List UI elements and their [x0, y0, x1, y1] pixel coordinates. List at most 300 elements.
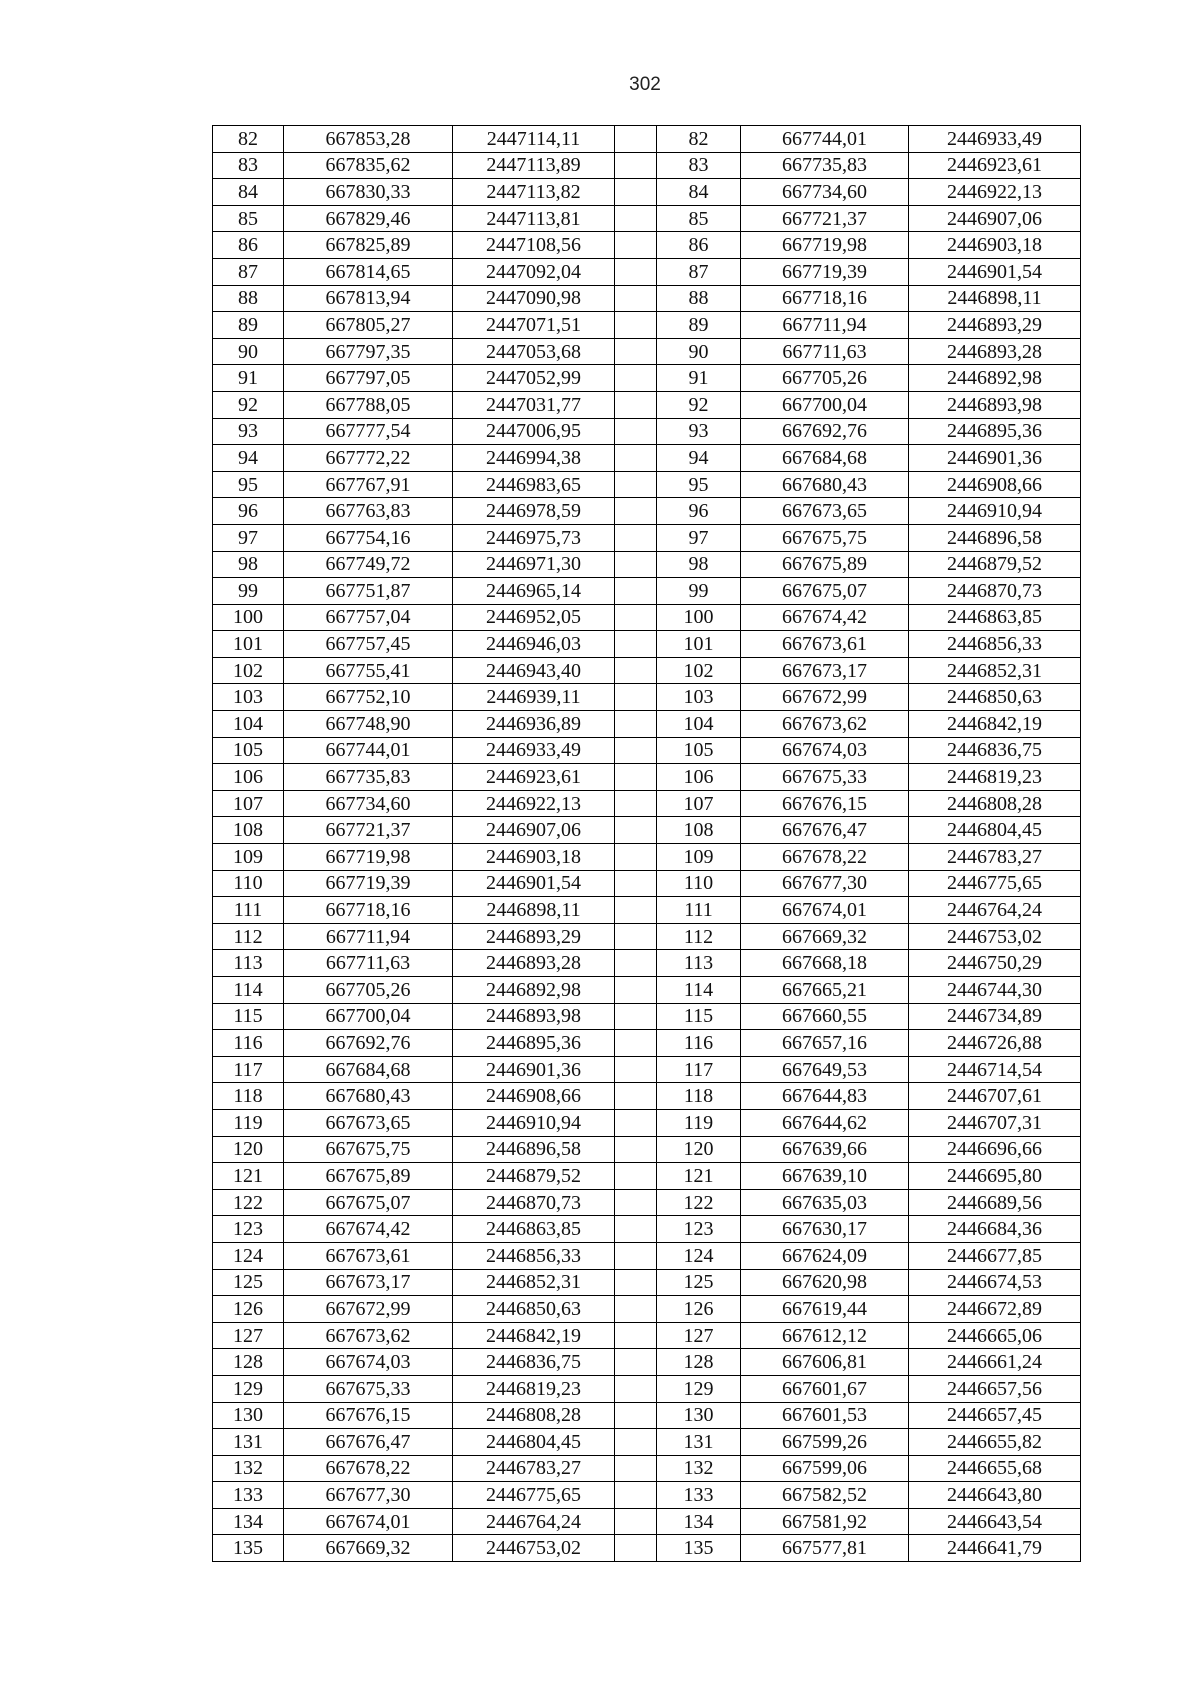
coordinates-table-body: [213, 126, 1081, 1562]
coordinate-y-right: 2446655,82: [909, 1429, 1081, 1456]
coordinate-x-left: 667767,91: [284, 471, 453, 498]
coordinate-y-right: 2446856,33: [909, 631, 1081, 658]
point-number-left: 114: [213, 977, 284, 1004]
coordinate-x-left: 667757,04: [284, 604, 453, 631]
empty-separator-cell: [615, 1482, 657, 1509]
coordinate-x-right: 667639,10: [741, 1163, 909, 1190]
point-number-left: 100: [213, 604, 284, 631]
point-number-right: 116: [657, 1030, 741, 1057]
table-row: [213, 524, 1081, 551]
coordinate-x-right: 667660,55: [741, 1003, 909, 1030]
empty-separator-cell: [615, 1163, 657, 1190]
table-row: [213, 1322, 1081, 1349]
table-row: [213, 179, 1081, 206]
coordinate-y-left: 2446898,11: [453, 897, 615, 924]
coordinate-x-right: 667711,94: [741, 312, 909, 339]
point-number-left: 96: [213, 498, 284, 525]
table-row: [213, 1189, 1081, 1216]
point-number-right: 107: [657, 790, 741, 817]
table-row: [213, 1163, 1081, 1190]
empty-separator-cell: [615, 1535, 657, 1562]
point-number-left: 102: [213, 657, 284, 684]
coordinate-x-left: 667734,60: [284, 790, 453, 817]
coordinate-y-left: 2446943,40: [453, 657, 615, 684]
coordinate-y-left: 2446933,49: [453, 737, 615, 764]
coordinate-x-left: 667757,45: [284, 631, 453, 658]
table-row: [213, 312, 1081, 339]
point-number-right: 103: [657, 684, 741, 711]
empty-separator-cell: [615, 684, 657, 711]
coordinate-y-right: 2446863,85: [909, 604, 1081, 631]
coordinate-y-left: 2447108,56: [453, 232, 615, 259]
coordinate-y-right: 2446764,24: [909, 897, 1081, 924]
point-number-left: 99: [213, 578, 284, 605]
empty-separator-cell: [615, 365, 657, 392]
point-number-left: 127: [213, 1322, 284, 1349]
coordinate-y-left: 2447090,98: [453, 285, 615, 312]
table-row: [213, 977, 1081, 1004]
point-number-left: 109: [213, 844, 284, 871]
table-row: [213, 1136, 1081, 1163]
point-number-left: 123: [213, 1216, 284, 1243]
point-number-right: 124: [657, 1242, 741, 1269]
point-number-right: 93: [657, 418, 741, 445]
coordinate-y-right: 2446893,98: [909, 391, 1081, 418]
coordinate-x-right: 667673,62: [741, 711, 909, 738]
point-number-right: 90: [657, 338, 741, 365]
coordinate-y-right: 2446657,45: [909, 1402, 1081, 1429]
empty-separator-cell: [615, 604, 657, 631]
coordinate-x-right: 667620,98: [741, 1269, 909, 1296]
coordinate-y-left: 2446892,98: [453, 977, 615, 1004]
coordinate-x-right: 667639,66: [741, 1136, 909, 1163]
coordinate-x-right: 667692,76: [741, 418, 909, 445]
empty-separator-cell: [615, 897, 657, 924]
table-row: [213, 897, 1081, 924]
coordinate-y-left: 2446879,52: [453, 1163, 615, 1190]
coordinate-x-left: 667673,61: [284, 1242, 453, 1269]
coordinate-y-right: 2446677,85: [909, 1242, 1081, 1269]
point-number-left: 94: [213, 445, 284, 472]
point-number-left: 126: [213, 1296, 284, 1323]
empty-separator-cell: [615, 1269, 657, 1296]
table-row: [213, 205, 1081, 232]
coordinate-x-right: 667735,83: [741, 152, 909, 179]
point-number-left: 112: [213, 923, 284, 950]
coordinate-x-right: 667677,30: [741, 870, 909, 897]
point-number-right: 104: [657, 711, 741, 738]
table-row: [213, 790, 1081, 817]
coordinate-x-left: 667719,98: [284, 844, 453, 871]
coordinate-x-right: 667676,15: [741, 790, 909, 817]
coordinate-x-right: 667624,09: [741, 1242, 909, 1269]
point-number-right: 88: [657, 285, 741, 312]
table-row: [213, 1003, 1081, 1030]
coordinate-y-right: 2446836,75: [909, 737, 1081, 764]
empty-separator-cell: [615, 923, 657, 950]
point-number-right: 125: [657, 1269, 741, 1296]
coordinate-x-right: 667601,67: [741, 1375, 909, 1402]
coordinate-y-left: 2446753,02: [453, 1535, 615, 1562]
coordinate-y-left: 2447113,81: [453, 205, 615, 232]
table-row: [213, 391, 1081, 418]
coordinate-y-left: 2446783,27: [453, 1455, 615, 1482]
coordinate-y-right: 2446783,27: [909, 844, 1081, 871]
empty-separator-cell: [615, 1242, 657, 1269]
coordinate-y-left: 2447031,77: [453, 391, 615, 418]
coordinate-x-left: 667835,62: [284, 152, 453, 179]
empty-separator-cell: [615, 1189, 657, 1216]
coordinate-y-left: 2446775,65: [453, 1482, 615, 1509]
point-number-right: 121: [657, 1163, 741, 1190]
empty-separator-cell: [615, 551, 657, 578]
coordinate-y-left: 2446946,03: [453, 631, 615, 658]
empty-separator-cell: [615, 950, 657, 977]
table-row: [213, 1429, 1081, 1456]
empty-separator-cell: [615, 1429, 657, 1456]
coordinates-table: [212, 125, 1081, 1562]
empty-separator-cell: [615, 817, 657, 844]
coordinate-y-right: 2446910,94: [909, 498, 1081, 525]
coordinate-x-left: 667829,46: [284, 205, 453, 232]
point-number-left: 125: [213, 1269, 284, 1296]
point-number-right: 113: [657, 950, 741, 977]
coordinate-x-right: 667673,61: [741, 631, 909, 658]
coordinate-y-left: 2446893,28: [453, 950, 615, 977]
empty-separator-cell: [615, 1083, 657, 1110]
coordinate-y-right: 2446684,36: [909, 1216, 1081, 1243]
coordinate-y-right: 2446661,24: [909, 1349, 1081, 1376]
coordinate-y-left: 2446852,31: [453, 1269, 615, 1296]
coordinate-y-right: 2446901,36: [909, 445, 1081, 472]
coordinate-y-left: 2446895,36: [453, 1030, 615, 1057]
coordinate-y-right: 2446852,31: [909, 657, 1081, 684]
coordinate-x-right: 667734,60: [741, 179, 909, 206]
coordinate-y-right: 2446903,18: [909, 232, 1081, 259]
point-number-left: 124: [213, 1242, 284, 1269]
coordinate-x-right: 667674,03: [741, 737, 909, 764]
coordinate-y-left: 2446893,98: [453, 1003, 615, 1030]
coordinate-x-right: 667577,81: [741, 1535, 909, 1562]
coordinate-x-right: 667674,42: [741, 604, 909, 631]
table-row: [213, 1375, 1081, 1402]
point-number-right: 92: [657, 391, 741, 418]
coordinate-y-left: 2447071,51: [453, 312, 615, 339]
table-row: [213, 1242, 1081, 1269]
empty-separator-cell: [615, 711, 657, 738]
coordinate-y-right: 2446655,68: [909, 1455, 1081, 1482]
table-row: [213, 1109, 1081, 1136]
table-row: [213, 1402, 1081, 1429]
empty-separator-cell: [615, 338, 657, 365]
empty-separator-cell: [615, 1508, 657, 1535]
coordinate-x-left: 667674,42: [284, 1216, 453, 1243]
empty-separator-cell: [615, 1455, 657, 1482]
coordinate-x-right: 667711,63: [741, 338, 909, 365]
coordinate-x-right: 667721,37: [741, 205, 909, 232]
coordinate-x-left: 667719,39: [284, 870, 453, 897]
point-number-left: 129: [213, 1375, 284, 1402]
coordinate-y-left: 2446971,30: [453, 551, 615, 578]
table-row: [213, 1455, 1081, 1482]
point-number-right: 128: [657, 1349, 741, 1376]
empty-separator-cell: [615, 1216, 657, 1243]
empty-separator-cell: [615, 1296, 657, 1323]
empty-separator-cell: [615, 790, 657, 817]
coordinate-x-left: 667675,75: [284, 1136, 453, 1163]
coordinate-x-left: 667797,35: [284, 338, 453, 365]
empty-separator-cell: [615, 258, 657, 285]
coordinate-y-right: 2446923,61: [909, 152, 1081, 179]
coordinate-x-left: 667825,89: [284, 232, 453, 259]
point-number-right: 122: [657, 1189, 741, 1216]
coordinate-y-left: 2446842,19: [453, 1322, 615, 1349]
point-number-right: 94: [657, 445, 741, 472]
coordinate-x-left: 667754,16: [284, 524, 453, 551]
table-row: [213, 684, 1081, 711]
point-number-right: 102: [657, 657, 741, 684]
coordinate-y-right: 2446750,29: [909, 950, 1081, 977]
coordinate-y-right: 2446674,53: [909, 1269, 1081, 1296]
coordinate-y-left: 2447114,11: [453, 126, 615, 153]
coordinate-y-right: 2446819,23: [909, 764, 1081, 791]
table-row: [213, 1216, 1081, 1243]
coordinate-x-left: 667675,07: [284, 1189, 453, 1216]
point-number-right: 108: [657, 817, 741, 844]
coordinate-x-left: 667674,03: [284, 1349, 453, 1376]
coordinate-x-right: 667599,26: [741, 1429, 909, 1456]
table-row: [213, 1508, 1081, 1535]
empty-separator-cell: [615, 1349, 657, 1376]
empty-separator-cell: [615, 391, 657, 418]
coordinate-y-right: 2446892,98: [909, 365, 1081, 392]
empty-separator-cell: [615, 870, 657, 897]
point-number-left: 120: [213, 1136, 284, 1163]
coordinate-y-right: 2446896,58: [909, 524, 1081, 551]
coordinate-x-right: 667630,17: [741, 1216, 909, 1243]
coordinate-y-left: 2446896,58: [453, 1136, 615, 1163]
coordinate-x-right: 667684,68: [741, 445, 909, 472]
point-number-left: 128: [213, 1349, 284, 1376]
coordinate-y-right: 2446879,52: [909, 551, 1081, 578]
point-number-left: 92: [213, 391, 284, 418]
point-number-right: 115: [657, 1003, 741, 1030]
coordinate-x-right: 667674,01: [741, 897, 909, 924]
coordinate-y-left: 2446922,13: [453, 790, 615, 817]
point-number-right: 82: [657, 126, 741, 153]
point-number-left: 135: [213, 1535, 284, 1562]
empty-separator-cell: [615, 764, 657, 791]
point-number-left: 106: [213, 764, 284, 791]
coordinate-x-left: 667763,83: [284, 498, 453, 525]
table-row: [213, 764, 1081, 791]
point-number-left: 134: [213, 1508, 284, 1535]
point-number-left: 118: [213, 1083, 284, 1110]
coordinate-x-left: 667678,22: [284, 1455, 453, 1482]
point-number-left: 86: [213, 232, 284, 259]
point-number-left: 122: [213, 1189, 284, 1216]
coordinate-y-left: 2446939,11: [453, 684, 615, 711]
coordinate-x-right: 667619,44: [741, 1296, 909, 1323]
coordinate-y-right: 2446734,89: [909, 1003, 1081, 1030]
table-row: [213, 285, 1081, 312]
coordinate-x-right: 667672,99: [741, 684, 909, 711]
coordinate-x-left: 667853,28: [284, 126, 453, 153]
coordinate-y-right: 2446895,36: [909, 418, 1081, 445]
table-row: [213, 1030, 1081, 1057]
point-number-right: 99: [657, 578, 741, 605]
coordinate-x-left: 667700,04: [284, 1003, 453, 1030]
coordinate-y-left: 2446863,85: [453, 1216, 615, 1243]
empty-separator-cell: [615, 524, 657, 551]
coordinate-x-left: 667672,99: [284, 1296, 453, 1323]
point-number-left: 104: [213, 711, 284, 738]
coordinate-x-right: 667744,01: [741, 126, 909, 153]
point-number-right: 105: [657, 737, 741, 764]
coordinate-y-right: 2446665,06: [909, 1322, 1081, 1349]
table-row: [213, 471, 1081, 498]
point-number-right: 111: [657, 897, 741, 924]
coordinate-x-left: 667677,30: [284, 1482, 453, 1509]
point-number-right: 126: [657, 1296, 741, 1323]
point-number-right: 83: [657, 152, 741, 179]
coordinate-x-right: 667606,81: [741, 1349, 909, 1376]
empty-separator-cell: [615, 126, 657, 153]
coordinate-x-left: 667797,05: [284, 365, 453, 392]
coordinate-x-right: 667705,26: [741, 365, 909, 392]
coordinate-y-right: 2446714,54: [909, 1056, 1081, 1083]
point-number-right: 112: [657, 923, 741, 950]
point-number-right: 87: [657, 258, 741, 285]
point-number-right: 133: [657, 1482, 741, 1509]
coordinate-y-left: 2446903,18: [453, 844, 615, 871]
coordinate-x-left: 667705,26: [284, 977, 453, 1004]
point-number-right: 109: [657, 844, 741, 871]
coordinate-x-left: 667680,43: [284, 1083, 453, 1110]
coordinate-y-left: 2446965,14: [453, 578, 615, 605]
empty-separator-cell: [615, 1003, 657, 1030]
coordinate-y-left: 2446923,61: [453, 764, 615, 791]
coordinate-x-right: 667669,32: [741, 923, 909, 950]
coordinate-y-right: 2446726,88: [909, 1030, 1081, 1057]
point-number-right: 130: [657, 1402, 741, 1429]
point-number-right: 91: [657, 365, 741, 392]
page-number: 302: [629, 74, 661, 95]
table-row: [213, 737, 1081, 764]
coordinate-y-right: 2446908,66: [909, 471, 1081, 498]
coordinate-x-left: 667748,90: [284, 711, 453, 738]
empty-separator-cell: [615, 631, 657, 658]
coordinate-x-right: 667719,39: [741, 258, 909, 285]
point-number-left: 87: [213, 258, 284, 285]
empty-separator-cell: [615, 1109, 657, 1136]
coordinate-x-right: 667599,06: [741, 1455, 909, 1482]
point-number-right: 95: [657, 471, 741, 498]
point-number-right: 114: [657, 977, 741, 1004]
table-row: [213, 844, 1081, 871]
coordinate-x-left: 667676,15: [284, 1402, 453, 1429]
coordinate-y-left: 2446893,29: [453, 923, 615, 950]
point-number-left: 117: [213, 1056, 284, 1083]
point-number-left: 90: [213, 338, 284, 365]
empty-separator-cell: [615, 1402, 657, 1429]
table-row: [213, 1083, 1081, 1110]
coordinate-y-left: 2446819,23: [453, 1375, 615, 1402]
point-number-right: 123: [657, 1216, 741, 1243]
coordinate-y-left: 2446764,24: [453, 1508, 615, 1535]
table-row: [213, 870, 1081, 897]
table-row: [213, 152, 1081, 179]
coordinate-x-right: 667673,17: [741, 657, 909, 684]
point-number-left: 105: [213, 737, 284, 764]
coordinate-y-left: 2446808,28: [453, 1402, 615, 1429]
coordinate-x-right: 667635,03: [741, 1189, 909, 1216]
point-number-left: 121: [213, 1163, 284, 1190]
coordinate-x-left: 667673,65: [284, 1109, 453, 1136]
empty-separator-cell: [615, 179, 657, 206]
coordinate-x-left: 667673,17: [284, 1269, 453, 1296]
coordinate-x-left: 667814,65: [284, 258, 453, 285]
coordinate-y-right: 2446870,73: [909, 578, 1081, 605]
coordinate-x-right: 667644,83: [741, 1083, 909, 1110]
point-number-left: 116: [213, 1030, 284, 1057]
point-number-right: 135: [657, 1535, 741, 1562]
point-number-left: 111: [213, 897, 284, 924]
table-row: [213, 817, 1081, 844]
coordinate-y-left: 2446975,73: [453, 524, 615, 551]
empty-separator-cell: [615, 285, 657, 312]
point-number-right: 85: [657, 205, 741, 232]
table-row: [213, 418, 1081, 445]
point-number-right: 96: [657, 498, 741, 525]
coordinate-y-right: 2446898,11: [909, 285, 1081, 312]
point-number-left: 89: [213, 312, 284, 339]
coordinate-x-left: 667830,33: [284, 179, 453, 206]
coordinate-x-left: 667813,94: [284, 285, 453, 312]
point-number-left: 103: [213, 684, 284, 711]
coordinate-x-right: 667675,33: [741, 764, 909, 791]
point-number-right: 86: [657, 232, 741, 259]
table-row: [213, 551, 1081, 578]
empty-separator-cell: [615, 232, 657, 259]
coordinate-y-left: 2446856,33: [453, 1242, 615, 1269]
point-number-right: 84: [657, 179, 741, 206]
coordinate-y-right: 2446907,06: [909, 205, 1081, 232]
coordinate-y-right: 2446707,61: [909, 1083, 1081, 1110]
point-number-left: 113: [213, 950, 284, 977]
point-number-right: 131: [657, 1429, 741, 1456]
table-row: [213, 1056, 1081, 1083]
point-number-left: 132: [213, 1455, 284, 1482]
coordinate-x-right: 667718,16: [741, 285, 909, 312]
point-number-left: 108: [213, 817, 284, 844]
point-number-left: 131: [213, 1429, 284, 1456]
coordinate-y-left: 2446910,94: [453, 1109, 615, 1136]
coordinate-y-right: 2446744,30: [909, 977, 1081, 1004]
point-number-right: 89: [657, 312, 741, 339]
coordinate-y-right: 2446707,31: [909, 1109, 1081, 1136]
coordinate-y-right: 2446641,79: [909, 1535, 1081, 1562]
table-row: [213, 631, 1081, 658]
coordinate-y-left: 2446836,75: [453, 1349, 615, 1376]
coordinate-x-right: 667680,43: [741, 471, 909, 498]
point-number-left: 91: [213, 365, 284, 392]
coordinate-x-left: 667735,83: [284, 764, 453, 791]
point-number-left: 130: [213, 1402, 284, 1429]
coordinate-y-right: 2446643,54: [909, 1508, 1081, 1535]
point-number-right: 98: [657, 551, 741, 578]
empty-separator-cell: [615, 657, 657, 684]
